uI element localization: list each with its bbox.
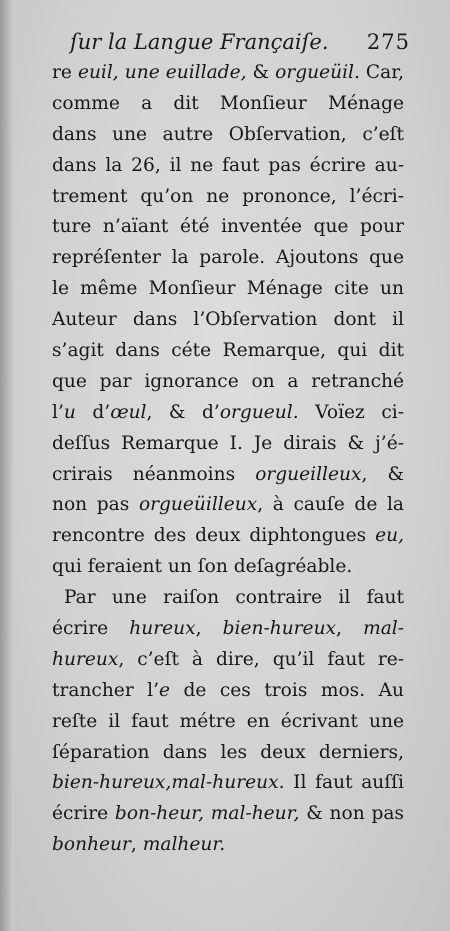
italic-text-segment: hureux (129, 618, 196, 640)
text-segment: repréſenter la parole. Ajoutons que (52, 247, 404, 269)
text-segment: Il faut auſſi (284, 772, 404, 794)
text-line (52, 58, 404, 89)
text-segment: d’ (75, 401, 111, 423)
text-segment: écrire (52, 803, 115, 825)
text-segment: , & d’ (146, 401, 220, 423)
page-gutter-shadow (0, 0, 14, 931)
italic-text-segment: eu, (375, 525, 404, 547)
text-line (52, 738, 404, 769)
italic-text-segment: e (159, 679, 171, 701)
text-segment: , (336, 618, 364, 640)
italic-text-segment: bonheur (52, 834, 131, 856)
text-segment: , (130, 834, 143, 856)
text-line (52, 151, 404, 182)
italic-text-segment: u (63, 401, 76, 423)
text-line (52, 398, 404, 429)
text-segment: , à cauſe de la (257, 494, 404, 516)
italic-text-segment: mal- (363, 618, 404, 640)
text-line (52, 305, 404, 336)
text-line (52, 460, 404, 491)
text-line (52, 645, 404, 676)
italic-text-segment: bon-heur, mal-heur, (114, 803, 300, 825)
text-line (52, 120, 404, 151)
text-line (52, 429, 404, 460)
italic-text-segment: œul (110, 401, 147, 423)
text-segment: Par une raiſon contraire il faut (64, 587, 404, 609)
text-segment: deſſus Remarque I. Je dirais & j’é- (52, 432, 404, 454)
text-segment: trement qu’on ne prononce, l’écri- (52, 185, 404, 207)
text-segment: non pas (52, 494, 139, 516)
text-segment: rencontre des deux diphtongues (52, 525, 376, 547)
text-segment: trancher l’ (52, 679, 160, 701)
text-line (52, 614, 404, 645)
text-segment: , c’eſt à dire, qu’il faut re- (118, 648, 404, 670)
text-line (52, 583, 404, 614)
text-segment: Voïez ci- (298, 401, 404, 423)
text-line (52, 367, 404, 398)
running-head (70, 30, 410, 60)
text-segment: comme a dit Monſieur Ménage (52, 92, 404, 114)
text-line (52, 336, 404, 367)
text-line (52, 212, 404, 243)
text-line (52, 707, 404, 738)
italic-text-segment: euil, une euillade, (77, 62, 247, 83)
text-segment: l’ (52, 401, 64, 423)
text-line (52, 243, 404, 274)
text-segment: le même Monſieur Ménage cite un (52, 278, 404, 300)
text-line (52, 274, 404, 305)
text-line (52, 182, 404, 213)
text-segment: ſéparation dans les deux derniers, (52, 741, 404, 763)
text-segment: dans une autre Obſervation, c’eſt (52, 123, 404, 145)
italic-text-segment: bien-hureux,mal-hureux. (52, 772, 285, 794)
text-segment: ture n’aïant été inventée que pour (52, 216, 404, 238)
text-segment: & (246, 62, 276, 83)
text-segment: que par ignorance on a retranché (52, 370, 404, 392)
italic-text-segment: orgueul. (219, 401, 299, 423)
text-segment: écrire (52, 618, 130, 640)
text-line (52, 676, 404, 707)
text-segment: dans la 26, il ne faut pas écrire au- (52, 154, 404, 176)
italic-text-segment: malheur. (142, 834, 226, 856)
italic-text-segment: orgueüilleux (138, 494, 258, 516)
page-number: 275 (366, 30, 410, 54)
text-segment: s’agit dans céte Remarque, qui dit (52, 340, 404, 362)
running-head-title: ſur la Langue Françaiſe. (70, 30, 329, 54)
body-text (52, 58, 404, 861)
text-line (52, 89, 404, 120)
text-segment: qui feraient un ſon deſagréable. (52, 556, 353, 578)
text-segment: de ces trois mos. Au (170, 679, 404, 701)
text-line (52, 799, 404, 830)
text-segment: , & (361, 463, 404, 485)
text-segment: re (52, 62, 78, 83)
italic-text-segment: hureux (52, 648, 119, 670)
italic-text-segment: bien-hureux (222, 618, 337, 640)
text-line (52, 830, 404, 861)
text-line (52, 552, 404, 583)
text-segment: , (195, 618, 223, 640)
text-line (52, 490, 404, 521)
text-segment: reſte il faut métre en écrivant une (52, 710, 404, 732)
italic-text-segment: orgueüil. (275, 62, 360, 83)
text-line (52, 521, 404, 552)
text-segment: Car, (359, 62, 404, 83)
text-segment: & non pas (299, 803, 404, 825)
text-line (52, 768, 404, 799)
italic-text-segment: orgueilleux (255, 463, 362, 485)
text-segment: crirais néanmoins (52, 463, 256, 485)
text-segment: Auteur dans l’Obſervation dont il (52, 309, 404, 331)
